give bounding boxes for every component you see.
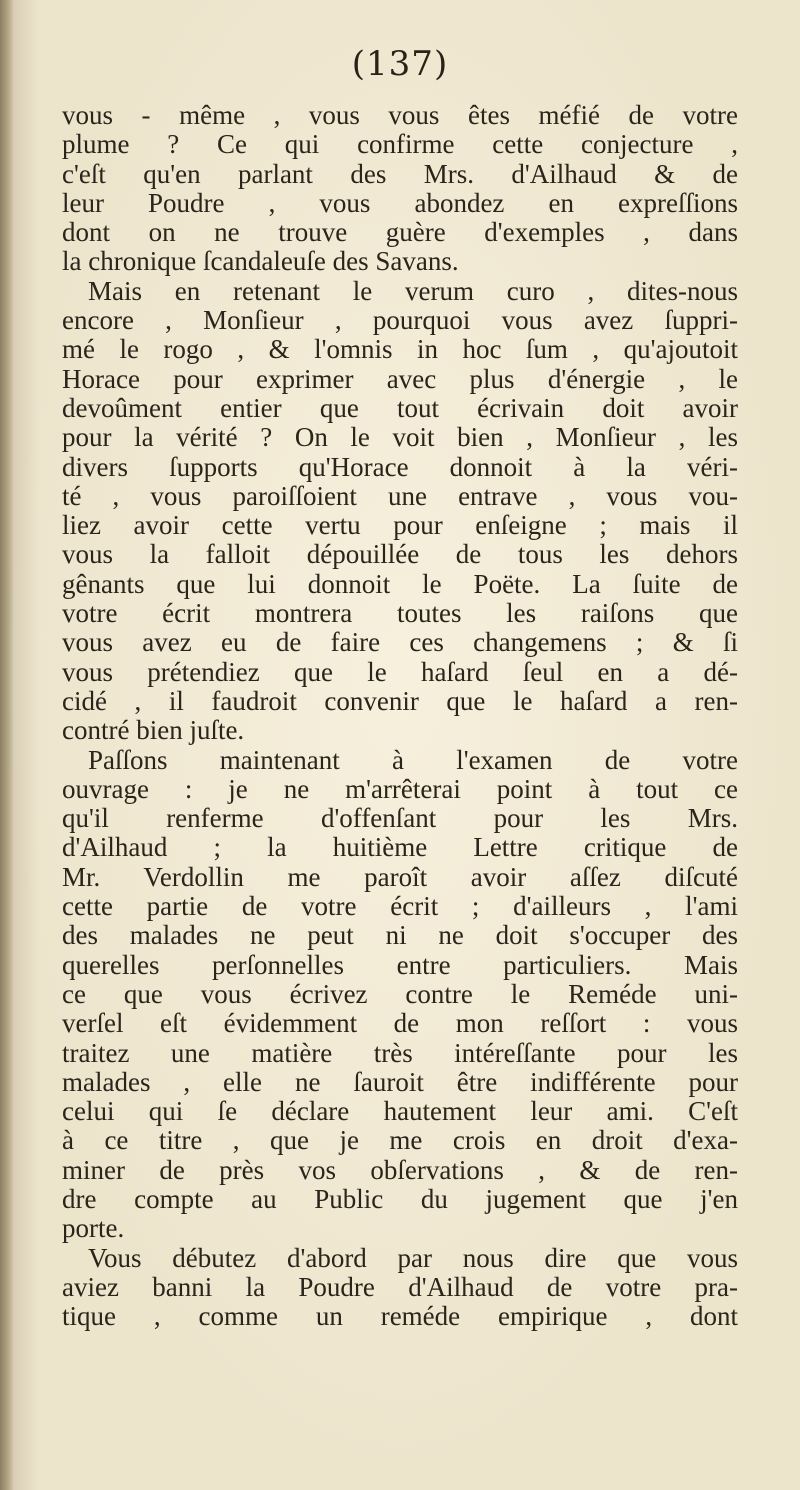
text-line: porte. <box>62 1213 125 1244</box>
text-line: Mr. Verdollin me paroît avoir aſſez diſcuté <box>62 861 738 892</box>
text-line: ouvrage : je ne m'arrêterai point à tout ce <box>62 773 738 804</box>
text-line: aviez banni la Poudre d'Ailhaud de votre pra- <box>62 1271 738 1302</box>
text-line: vous avez eu de faire ces changemens ; & ſi <box>62 627 738 658</box>
text-line: plume ? Ce qui confirme cette conjecture , <box>62 129 738 160</box>
text-line: gênants que lui donnoit le Poëte. La ſuite de <box>62 568 738 599</box>
text-line: vous - même , vous vous êtes méfié de votre <box>62 100 738 130</box>
text-line: contré bien juſte. <box>62 715 245 746</box>
text-line: Vous débutez d'abord par nous dire que vous <box>88 1242 738 1273</box>
body-text <box>62 101 738 1331</box>
text-line: c'eſt qu'en parlant des Mrs. d'Ailhaud & de <box>62 158 738 189</box>
text-line: des malades ne peut ni ne doit s'occuper des <box>62 920 738 951</box>
text-line: vous la falloit dépouillée de tous les dehors <box>62 539 738 570</box>
text-line: tique , comme un reméde empirique , dont <box>62 1301 738 1332</box>
text-line: malades , elle ne ſauroit être indifférente pour <box>62 1066 738 1097</box>
text-line: d'Ailhaud ; la huitième Lettre critique de <box>62 832 738 863</box>
text-line: Paſſons maintenant à l'examen de votre <box>88 744 738 775</box>
text-line: liez avoir cette vertu pour enſeigne ; mais il <box>62 510 738 541</box>
text-line: miner de près vos obſervations , & de ren- <box>62 1154 738 1185</box>
text-line: traitez une matière très intéreſſante pour les <box>62 1037 738 1068</box>
text-line: pour la vérité ? On le voit bien , Monſieur , les <box>62 422 738 453</box>
text-line: Mais en retenant le verum curo , dites-nous <box>88 275 738 306</box>
text-line: leur Poudre , vous abondez en expreſſions <box>62 187 738 218</box>
text-line: la chronique ſcandaleuſe des Savans. <box>62 246 459 277</box>
text-line: cette partie de votre écrit ; d'ailleurs , l'ami <box>62 891 738 922</box>
text-line: cidé , il faudroit convenir que le haſard a ren- <box>62 685 738 716</box>
text-line: votre écrit montrera toutes les raiſons que <box>62 598 738 629</box>
text-line: encore , Monſieur , pourquoi vous avez ſupprі- <box>62 305 738 336</box>
text-line: té , vous paroiſſoient une entrave , vous vou- <box>62 480 738 511</box>
text-line: mé le rogo , & l'omnis in hoc ſum , qu'ajoutoit <box>62 334 738 365</box>
text-line: devoûment entier que tout écrivain doit avoir <box>62 392 738 423</box>
text-line: dont on ne trouve guère d'exemples , dans <box>62 217 738 248</box>
text-line: qu'il renferme d'offenſant pour les Mrs. <box>62 803 738 834</box>
text-line: à ce titre , que je me crois en droit d'exa- <box>62 1125 738 1156</box>
text-line: querelles perſonnelles entre particuliers. Mais <box>62 949 738 980</box>
text-line: dre compte au Public du jugement que j'en <box>62 1183 738 1214</box>
text-line: divers ſupports qu'Horace donnoit à la véri- <box>62 451 738 482</box>
text-line: Horace pour exprimer avec plus d'énergie , le <box>62 363 738 394</box>
binding-gutter <box>0 0 14 1490</box>
page-number: (137) <box>351 44 449 84</box>
text-line: ce que vous écrivez contre le Reméde uni- <box>62 978 738 1009</box>
text-line: celui qui ſe déclare hautement leur ami. C'eſt <box>62 1096 738 1127</box>
text-line: vous prétendiez que le haſard ſeul en a dé- <box>62 656 738 687</box>
text-line: verſel eſt évidemment de mon reſſort : vous <box>62 1008 738 1039</box>
